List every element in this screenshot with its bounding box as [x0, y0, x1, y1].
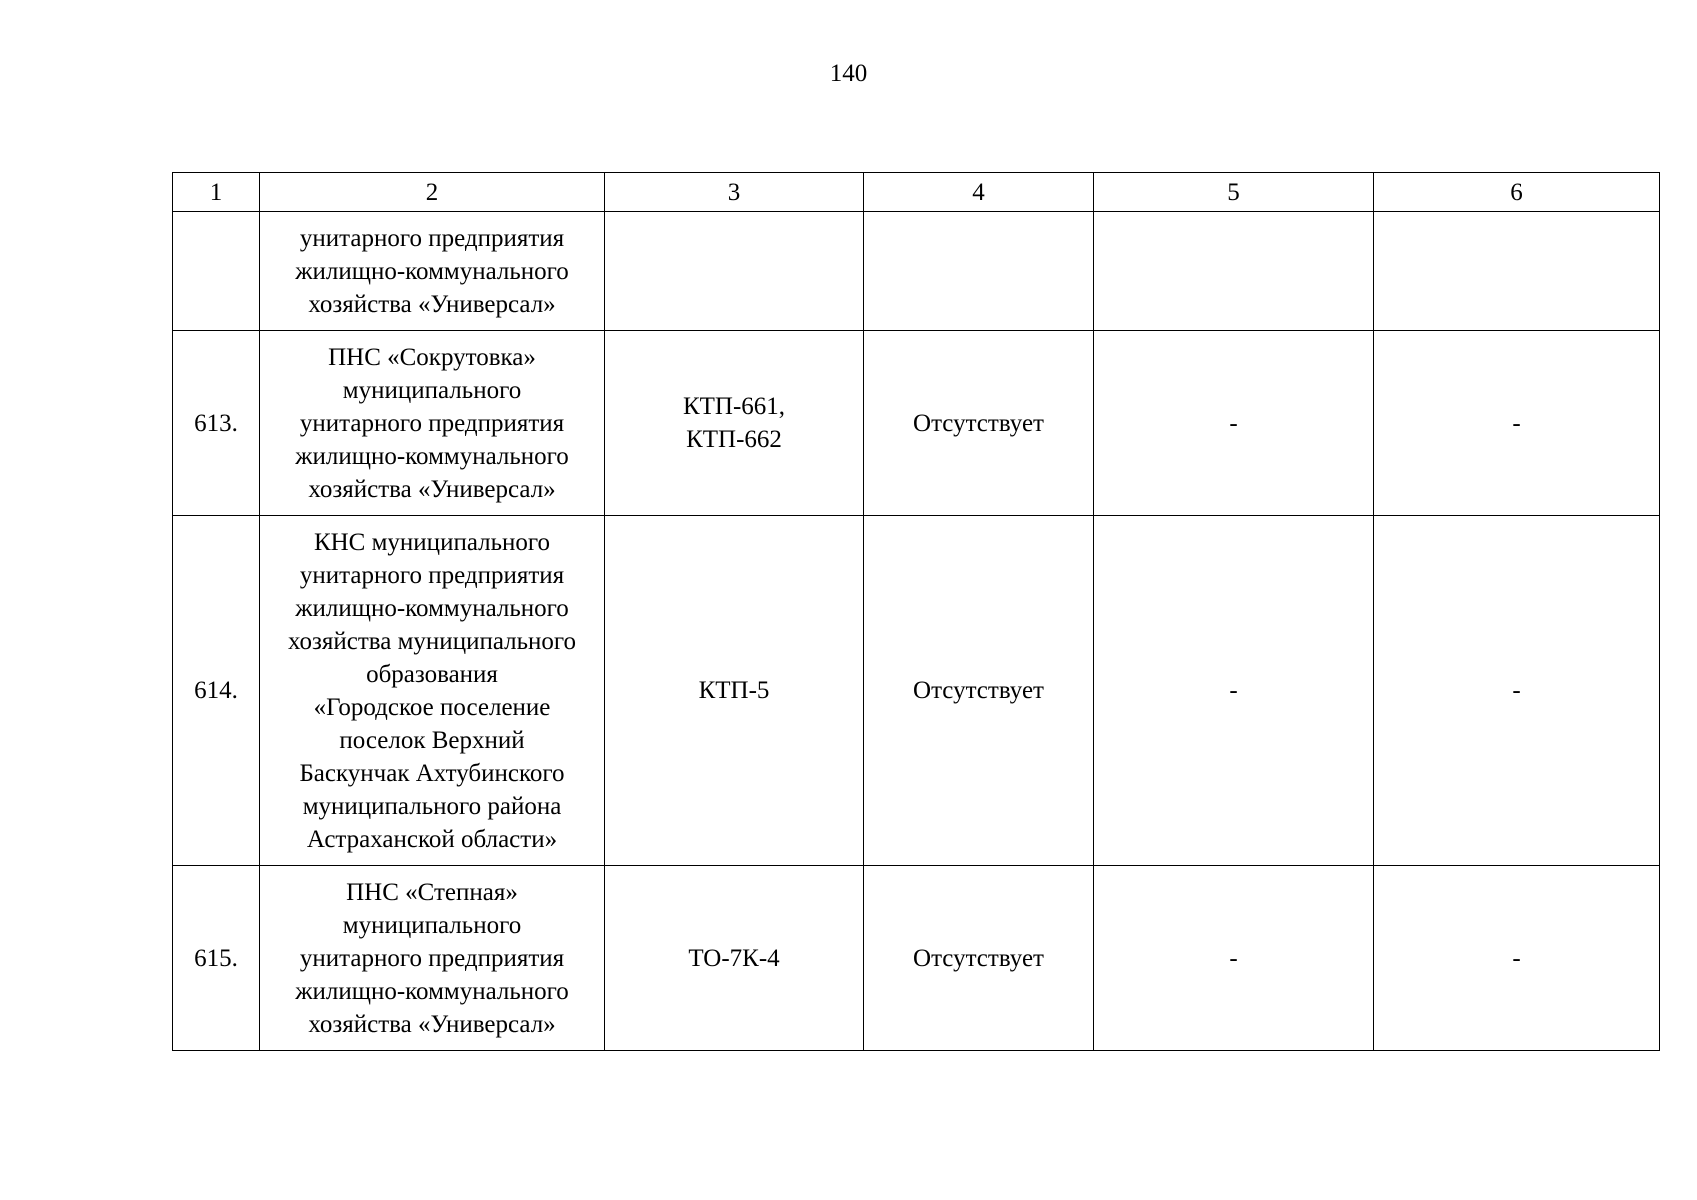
substation-cell [605, 866, 864, 1051]
text-line: унитарного предприятия [299, 409, 565, 437]
text-line: жилищно-коммунального [295, 442, 569, 470]
objects-table [172, 172, 1660, 1051]
row-number-cell: 615. [173, 866, 260, 1051]
col6-cell: - [1374, 331, 1660, 516]
column-header: 3 [605, 173, 864, 212]
col6-cell: - [1374, 516, 1660, 866]
text-line: унитарного предприятия [299, 944, 565, 972]
text-line: муниципального [342, 911, 522, 939]
table-row [173, 516, 1660, 866]
text-line: унитарного предприятия [299, 561, 565, 589]
text-line: хозяйства муниципального [287, 627, 577, 655]
row-number-cell: 613. [173, 331, 260, 516]
status-cell [864, 212, 1094, 331]
text-line: хозяйства «Универсал» [308, 290, 556, 318]
col5-cell: - [1094, 516, 1374, 866]
text-line: жилищно-коммунального [295, 594, 569, 622]
text-line: КТП-5 [698, 677, 770, 704]
text-line: жилищно-коммунального [295, 257, 569, 285]
col6-cell: - [1374, 866, 1660, 1051]
substation-cell [605, 212, 864, 331]
column-header: 1 [173, 173, 260, 212]
object-name-cell [260, 212, 605, 331]
status-cell: Отсутствует [864, 866, 1094, 1051]
text-line: поселок Верхний [339, 726, 525, 754]
text-line: Астраханской области» [306, 825, 558, 853]
object-name-cell [260, 331, 605, 516]
object-name-cell [260, 866, 605, 1051]
text-line: образования [366, 660, 498, 688]
text-line: КТП-662 [686, 426, 782, 453]
col5-cell: - [1094, 866, 1374, 1051]
text-line: ПНС «Степная» [346, 878, 518, 906]
column-header: 5 [1094, 173, 1374, 212]
text-line: «Городское поселение [313, 693, 551, 721]
status-cell: Отсутствует [864, 516, 1094, 866]
text-line: Баскунчак Ахтубинского [299, 759, 565, 787]
column-header: 2 [260, 173, 605, 212]
text-line: ПНС «Сокрутовка» [328, 343, 536, 371]
col5-cell: - [1094, 331, 1374, 516]
text-line: унитарного предприятия [299, 224, 565, 252]
substation-cell [605, 331, 864, 516]
text-line: муниципального [342, 376, 522, 404]
col5-cell [1094, 212, 1374, 331]
row-number-cell: 614. [173, 516, 260, 866]
col6-cell [1374, 212, 1660, 331]
row-number-cell [173, 212, 260, 331]
text-line: ТО-7К-4 [688, 944, 780, 972]
object-name-cell [260, 516, 605, 866]
table-row [173, 212, 1660, 331]
substation-cell [605, 516, 864, 866]
text-line: хозяйства «Универсал» [308, 1010, 556, 1038]
text-line: КНС муниципального [313, 528, 551, 556]
text-line: КТП-661, [682, 393, 786, 420]
status-cell: Отсутствует [864, 331, 1094, 516]
table-header-row [173, 173, 1660, 212]
text-line: жилищно-коммунального [295, 977, 569, 1005]
column-header: 4 [864, 173, 1094, 212]
page-number: 140 [829, 60, 868, 87]
column-header: 6 [1374, 173, 1660, 212]
text-line: хозяйства «Универсал» [308, 475, 556, 503]
table-row [173, 866, 1660, 1051]
table-row [173, 331, 1660, 516]
text-line: муниципального района [302, 792, 562, 820]
